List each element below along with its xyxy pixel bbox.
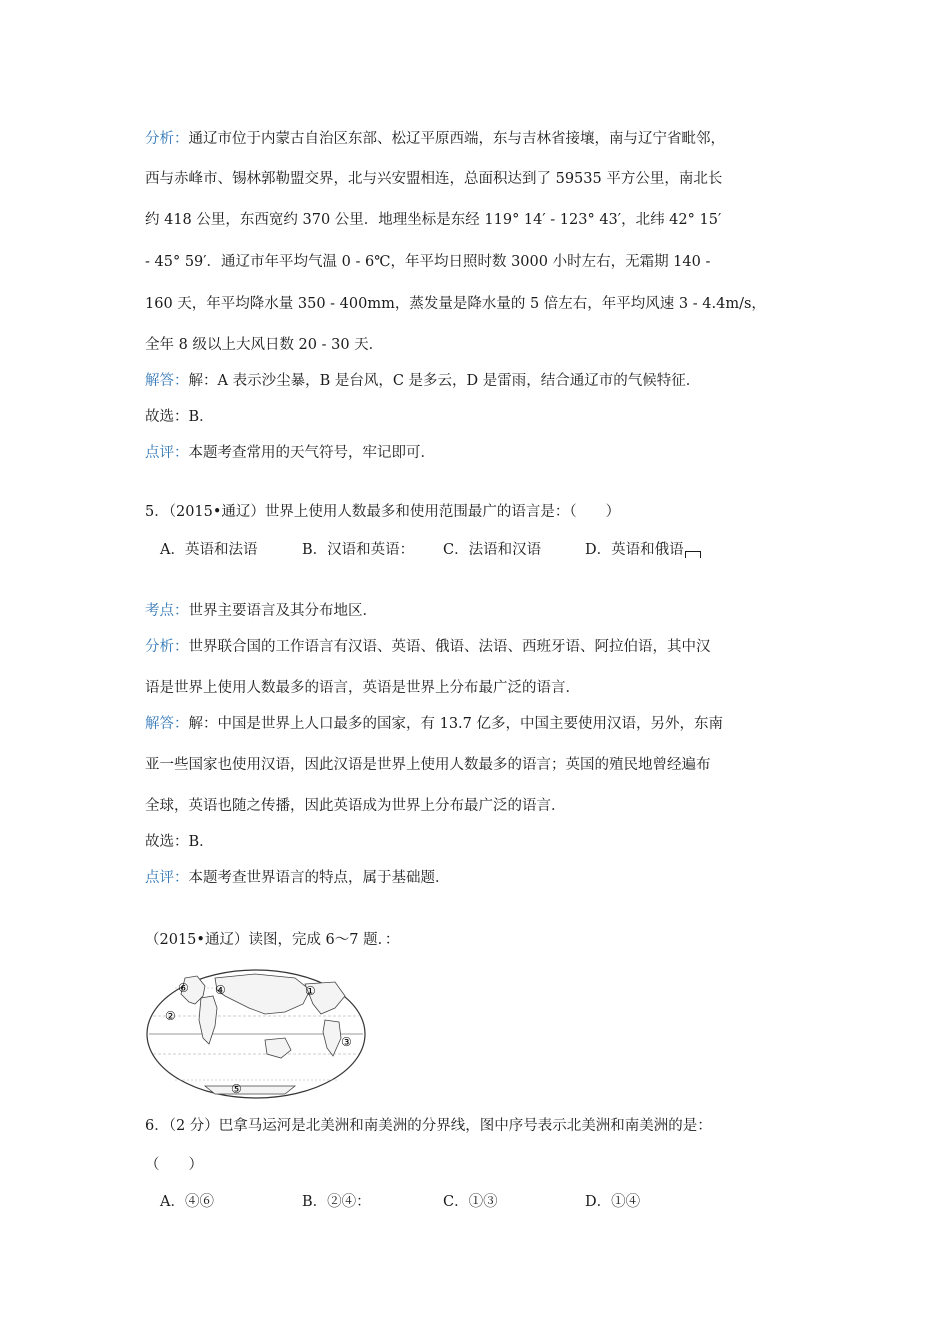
map-marker-5: ⑤ — [231, 1082, 242, 1096]
q6-option-d: D．①④ — [585, 1194, 641, 1210]
q5-key-label: 考点： — [145, 603, 189, 619]
q5-answer-line-2: 亚一些国家也使用汉语，因此汉语是世界上使用人数最多的语言；英国的殖民地曾经遍布 — [145, 757, 711, 773]
q6-option-c: C．①③ — [443, 1194, 498, 1210]
q6-paren: （ ） — [145, 1157, 203, 1173]
q5-answer-text-1: 解：中国是世界上人口最多的国家，有 13.7 亿多，中国主要使用汉语，另外，东南 — [188, 716, 724, 732]
q4-analysis-label: 分析： — [145, 131, 189, 147]
q4-answer-text: 解：A 表示沙尘暴，B 是台风，C 是多云，D 是雷雨，结合通辽市的气候特征． — [188, 373, 701, 389]
q4-analysis-line-6: 全年 8 级以上大风日数 20 - 30 天． — [145, 337, 384, 353]
map-marker-1: ① — [305, 984, 316, 998]
q4-answer — [145, 369, 700, 390]
q4-comment-label: 点评： — [145, 445, 189, 461]
q6-option-b: B．②④： — [302, 1194, 371, 1210]
q4-answer-label: 解答： — [145, 373, 189, 389]
q4-comment-text: 本题考查常用的天气符号，牢记即可． — [188, 445, 435, 461]
q5-option-d-text: D．英语和俄语 — [585, 542, 684, 558]
q4-analysis-line-1 — [145, 127, 725, 148]
world-map-svg — [145, 968, 367, 1100]
map-marker-6: ⑥ — [178, 981, 189, 995]
q4-analysis-line-5: 160 天，年平均降水量 350 - 400mm，蒸发量是降水量的 5 倍左右，年平均风速 3 - 4.4m/s， — [145, 296, 766, 312]
q5-answer-line-3: 全球，英语也随之传播，因此英语成为世界上分布最广泛的语言． — [145, 798, 566, 814]
q5-key-text: 世界主要语言及其分布地区． — [188, 603, 377, 619]
q5-comment-text: 本题考查世界语言的特点，属于基础题． — [188, 870, 450, 886]
q4-analysis-text-1: 通辽市位于内蒙古自治区东部、松辽平原西端，东与吉林省接壤，南与辽宁省毗邻， — [188, 131, 725, 147]
bracket-mark-icon — [685, 551, 701, 558]
q5-answer-label: 解答： — [145, 716, 189, 732]
q5-key — [145, 599, 377, 620]
map-marker-4: ④ — [215, 983, 226, 997]
q5-analysis-text-1: 世界联合国的工作语言有汉语、英语、俄语、法语、西班牙语、阿拉伯语，其中汉 — [188, 639, 711, 655]
q4-comment — [145, 441, 435, 462]
q6-stem: 6．（2 分）巴拿马运河是北美洲和南美洲的分界线，图中序号表示北美洲和南美洲的是： — [145, 1118, 712, 1134]
q4-analysis-line-3: 约 418 公里，东西宽约 370 公里．地理坐标是东经 119° 14′ - 123° 43′，北纬 42° 15′ — [145, 212, 722, 228]
q5-option-b: B．汉语和英语： — [302, 542, 415, 558]
map-marker-3: ③ — [341, 1035, 352, 1049]
q5-stem: 5．（2015•通辽）世界上使用人数最多和使用范围最广的语言是：（ ） — [145, 504, 621, 520]
q5-analysis-label: 分析： — [145, 639, 189, 655]
q4-analysis-line-4: - 45° 59′．通辽市年平均气温 0 - 6℃，年平均日照时数 3000 小时左右，无霜期 140 - — [145, 254, 711, 270]
map-marker-2: ② — [165, 1009, 176, 1023]
q5-choice: 故选：B． — [145, 834, 214, 850]
q4-analysis-line-2: 西与赤峰市、锡林郭勒盟交界，北与兴安盟相连，总面积达到了 59535 平方公里，南北长 — [145, 171, 723, 187]
q5-comment — [145, 866, 450, 887]
q5-analysis-line-2: 语是世界上使用人数最多的语言，英语是世界上分布最广泛的语言． — [145, 680, 580, 696]
world-map — [145, 968, 367, 1100]
q5-analysis-line-1 — [145, 635, 711, 656]
q5-answer-line-1 — [145, 712, 723, 733]
q6-option-a: A．④⑥ — [160, 1194, 214, 1210]
q5-option-d — [585, 538, 701, 559]
q5-option-a: A．英语和法语 — [160, 542, 258, 558]
q5-option-c: C．法语和汉语 — [443, 542, 542, 558]
q5-comment-label: 点评： — [145, 870, 189, 886]
q4-choice: 故选：B． — [145, 409, 214, 425]
group-intro: （2015•通辽）读图，完成 6～7 题．： — [145, 932, 400, 948]
antarctica-shape — [205, 1086, 295, 1094]
